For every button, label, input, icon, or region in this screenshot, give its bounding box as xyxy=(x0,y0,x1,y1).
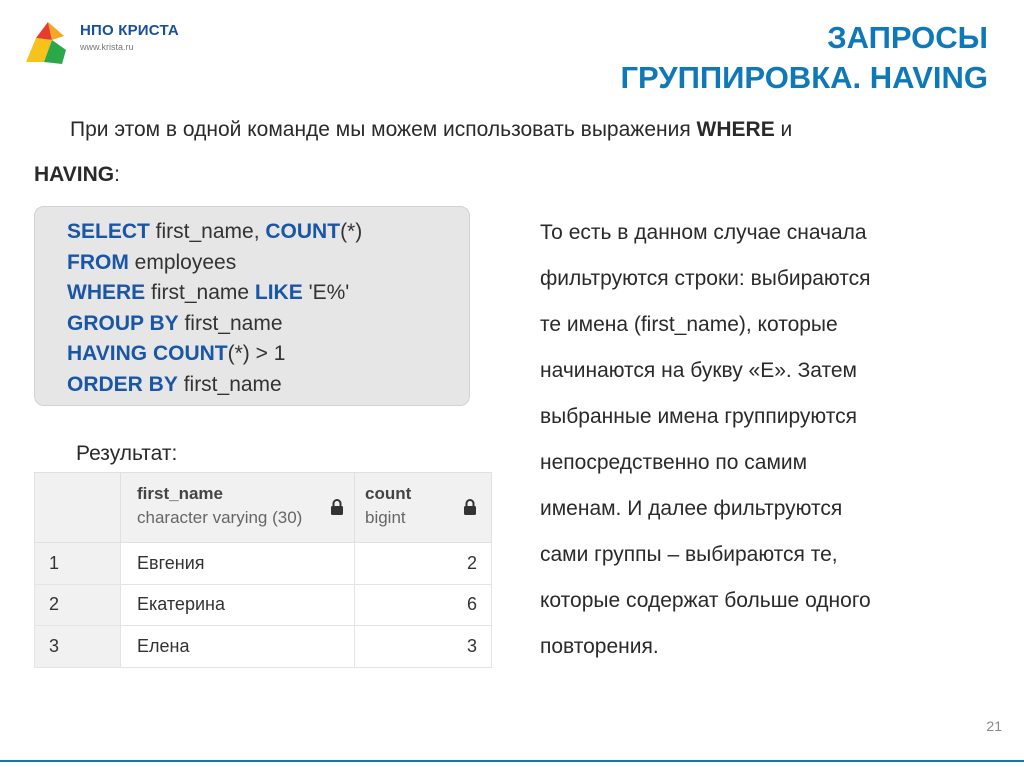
intro-kw-having: HAVING xyxy=(34,163,115,186)
explanation-line: повторения. xyxy=(540,635,659,658)
explanation-line: выбранные имена группируются xyxy=(540,405,857,428)
code-line xyxy=(67,370,469,401)
cell-count[interactable]: 6 xyxy=(355,584,492,626)
cell-first-name[interactable]: Елена xyxy=(121,626,355,668)
code-text: (*) > 1 xyxy=(227,342,286,366)
cell-first-name[interactable]: Екатерина xyxy=(121,584,355,626)
code-line xyxy=(67,278,469,309)
intro-colon: : xyxy=(114,163,120,186)
logo-url: www.krista.ru xyxy=(80,42,134,52)
explanation-line: То есть в данном случае сначала xyxy=(540,221,867,244)
result-table xyxy=(34,472,492,668)
code-keyword: COUNT xyxy=(265,220,341,243)
explanation-line: начинаются на букву «Е». Затем xyxy=(540,359,857,382)
lock-icon xyxy=(463,499,477,515)
bottom-divider xyxy=(0,760,1024,762)
code-text: first_name xyxy=(177,372,282,396)
logo xyxy=(22,18,202,68)
title-line-2: ГРУППИРОВКА. HAVING xyxy=(620,60,988,95)
code-keyword: SELECT xyxy=(67,220,150,243)
code-text: employees xyxy=(128,250,237,274)
row-number-header xyxy=(35,473,121,543)
table-header-row xyxy=(35,473,492,543)
explanation-line: непосредственно по самим xyxy=(540,451,808,474)
lock-icon xyxy=(330,499,344,515)
cell-first-name[interactable]: Евгения xyxy=(121,543,355,585)
logo-triangles-icon xyxy=(22,18,74,66)
explanation-line: те имена (first_name), которые xyxy=(540,313,838,336)
code-keyword: GROUP BY xyxy=(67,311,179,335)
page-title xyxy=(620,18,988,98)
code-line xyxy=(67,248,469,279)
table-row[interactable] xyxy=(35,584,492,626)
page-number: 21 xyxy=(986,718,1002,734)
logo-name: НПО КРИСТА xyxy=(80,22,179,39)
column-type: character varying (30) xyxy=(137,508,303,527)
row-number: 2 xyxy=(35,584,121,626)
code-keyword: ORDER BY xyxy=(67,372,178,396)
explanation-text xyxy=(540,210,960,670)
code-text: first_name xyxy=(178,311,283,335)
sql-code-block xyxy=(34,206,470,406)
column-name: first_name xyxy=(137,484,223,503)
intro-line-2 xyxy=(34,163,120,187)
column-type: bigint xyxy=(365,508,406,527)
intro-line-1 xyxy=(70,118,970,142)
row-number: 1 xyxy=(35,543,121,585)
code-line xyxy=(67,217,469,248)
table-row[interactable] xyxy=(35,626,492,668)
code-text: first_name, xyxy=(149,220,266,243)
table-row[interactable] xyxy=(35,543,492,585)
intro-kw-where: WHERE xyxy=(696,118,775,141)
result-label: Результат: xyxy=(76,442,178,465)
code-keyword: HAVING COUNT xyxy=(67,342,228,366)
code-text: (*) xyxy=(340,220,363,243)
code-keyword: FROM xyxy=(67,250,129,274)
explanation-line: фильтруются строки: выбираются xyxy=(540,267,871,290)
code-line xyxy=(67,339,469,370)
intro-and: и xyxy=(774,118,793,141)
column-header-first-name[interactable] xyxy=(121,473,355,543)
explanation-line: которые содержат больше одного xyxy=(540,589,871,612)
title-line-1: ЗАПРОСЫ xyxy=(827,20,988,55)
intro-text: При этом в одной команде мы можем использовать выражения xyxy=(70,118,697,141)
code-keyword: WHERE xyxy=(67,281,146,305)
column-name: count xyxy=(365,484,412,503)
explanation-line: именам. И далее фильтруются xyxy=(540,497,843,520)
code-keyword: LIKE xyxy=(254,281,303,305)
explanation-line: сами группы – выбираются те, xyxy=(540,543,838,566)
code-line xyxy=(67,309,469,340)
row-number: 3 xyxy=(35,626,121,668)
code-text: first_name xyxy=(145,281,255,305)
code-text: 'E%' xyxy=(302,281,350,305)
column-header-count[interactable] xyxy=(355,473,492,543)
cell-count[interactable]: 2 xyxy=(355,543,492,585)
cell-count[interactable]: 3 xyxy=(355,626,492,668)
